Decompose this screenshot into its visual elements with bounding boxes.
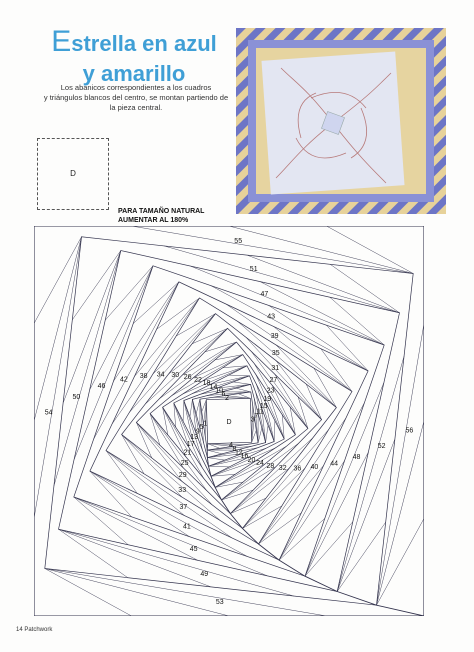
diagram-fan-line (192, 328, 228, 343)
diagram-fan-line (59, 529, 294, 596)
enlarge-note (118, 207, 204, 225)
diagram-fan-line (279, 461, 345, 560)
center-template-label: D (70, 169, 76, 178)
diagram-piece-number: 26 (183, 374, 192, 382)
diagram-fan-line (150, 414, 207, 491)
diagram-fan-line (274, 421, 275, 442)
diagram-fan-line (215, 464, 265, 487)
note-line-2: AUMENTAR AL 180% (118, 217, 189, 224)
diagram-fan-line (229, 375, 250, 376)
diagram-fan-line (90, 471, 189, 536)
diagram-piece-number: 10 (215, 387, 223, 395)
diagram-piece-number: 23 (266, 387, 275, 395)
diagram-piece-number: 16 (240, 453, 249, 461)
diagram-fan-line (90, 266, 153, 390)
diagram-fan-line (136, 422, 151, 458)
diagram-fan-line (337, 522, 386, 591)
diagram-piece-number: 13 (190, 434, 199, 441)
diagram-fan-line (34, 237, 82, 519)
diagram-fan-line (157, 298, 200, 329)
diagram-piece-number: 15 (259, 403, 268, 410)
diagram-piece-number: 12 (235, 449, 243, 457)
diagram-piece-number: 34 (156, 371, 165, 379)
diagram-piece-number: 51 (249, 265, 258, 273)
intro-line-1: Los abanicos correspondientes a los cuadros (60, 83, 212, 92)
diagram-piece-number: 31 (271, 364, 280, 372)
diagram-fan-line (132, 226, 414, 274)
diagram-piece-number: 37 (179, 503, 188, 511)
diagram-piece-number: 8 (232, 445, 237, 453)
diagram-piece-number: 50 (72, 393, 81, 401)
diagram-fan-line (260, 282, 384, 345)
diagram-piece-number: 19 (263, 396, 272, 403)
diagram-piece-number: 53 (215, 598, 224, 606)
diagram-fan-line (306, 384, 321, 420)
diagram-fan-line (233, 382, 251, 385)
diagram-piece-number: 39 (270, 333, 279, 341)
diagram-fan-line (230, 498, 266, 513)
diagram-fan-line (207, 458, 225, 461)
diagram-piece-number: 52 (377, 443, 386, 451)
diagram-piece-number: 1 (203, 420, 208, 428)
diagram-piece-number: 33 (178, 486, 187, 494)
diagram-piece-number: 38 (139, 372, 148, 380)
diagram-piece-number: 3 (250, 416, 255, 424)
diagram-fan-line (330, 264, 399, 313)
diagram-piece-number: 5 (199, 424, 204, 431)
diagram-center-label: D (226, 419, 232, 426)
diagram-fan-line (106, 451, 185, 516)
diagram-piece-number: 40 (310, 464, 319, 472)
diagram-fan-line (72, 251, 121, 320)
diagram-fan-line (190, 399, 193, 417)
intro-line-3: la pieza central. (109, 103, 163, 112)
diagram-fan-line (106, 451, 137, 494)
diagram-piece-number: 41 (183, 523, 191, 531)
diagram-fan-line (251, 351, 308, 428)
center-template (37, 138, 109, 210)
diagram-piece-number: 21 (183, 449, 192, 457)
diagram-piece-number: 20 (247, 456, 256, 464)
diagram-piece-number: 55 (234, 238, 243, 246)
diagram-fan-line (272, 385, 295, 435)
page-footer: 14 Patchwork (16, 627, 53, 633)
diagram-fan-line (45, 569, 327, 617)
diagram-fan-line (259, 513, 302, 544)
title-line-2: y amarillo (82, 61, 186, 86)
diagram-piece-number: 36 (293, 465, 302, 473)
diagram-fan-line (236, 388, 251, 392)
diagram-piece-number: 44 (330, 460, 338, 468)
diagram-fan-line (337, 356, 404, 591)
diagram-piece-number: 9 (196, 428, 200, 436)
diagram-piece-number: 35 (271, 350, 280, 358)
diagram-fan-line (196, 399, 200, 414)
diagram-fan-line (59, 529, 128, 578)
diagram-fan-line (163, 407, 186, 457)
diagram-piece-number: 30 (171, 372, 180, 380)
diagram-piece-number: 43 (267, 313, 275, 321)
diagram-fan-line (259, 466, 324, 545)
diagram-piece-number: 2 (224, 394, 229, 402)
diagram-fan-line (269, 305, 369, 371)
diagram-piece-number: 49 (200, 571, 209, 579)
intro-line-2: y triángulos blancos del centro, se montan partiendo de (43, 93, 229, 102)
title-line-1: strella en azul (71, 31, 217, 56)
page-title (34, 25, 234, 90)
diagram-fan-line (321, 349, 352, 392)
diagram-piece-number: 45 (189, 546, 198, 553)
diagram-fan-line (113, 282, 178, 382)
diagram-fan-line (209, 466, 230, 467)
title-initial: E (51, 25, 72, 58)
diagram-fan-line (266, 425, 269, 443)
diagram-fan-line (164, 246, 399, 313)
diagram-piece-number: 29 (178, 472, 187, 480)
diagram-piece-number: 28 (266, 462, 275, 470)
diagram-piece-number: 14 (209, 383, 218, 391)
diagram-piece-number: 27 (269, 377, 278, 385)
note-line-1: PARA TAMAÑO NATURAL (118, 208, 205, 215)
diagram-piece-number: 18 (202, 380, 211, 388)
diagram-fan-line (258, 428, 262, 443)
diagram-fan-line (183, 401, 184, 422)
diagram-piece-number: 17 (186, 441, 195, 448)
diagram-piece-number: 42 (120, 376, 128, 384)
diagram-piece-number: 47 (260, 291, 269, 298)
diagram-piece-number: 11 (256, 408, 264, 416)
diagram-piece-number: 4 (229, 442, 234, 450)
diagram-piece-number: 6 (221, 391, 226, 399)
diagram-fan-line (377, 324, 425, 606)
diagram-piece-number: 22 (194, 376, 202, 384)
diagram-piece-number: 46 (97, 383, 106, 391)
diagram-piece-number: 48 (352, 453, 361, 461)
diagram-piece-number: 54 (44, 409, 53, 417)
diagram-piece-number: 56 (405, 427, 414, 435)
diagram-piece-number: 24 (256, 460, 264, 468)
diagram-piece-number: 32 (278, 464, 287, 472)
diagram-piece-number: 7 (254, 413, 259, 420)
quilt-photo (236, 28, 446, 214)
intro-text (22, 83, 250, 113)
diagram-fan-line (54, 251, 121, 486)
pattern-diagram (34, 226, 424, 616)
diagram-fan-line (193, 355, 243, 378)
diagram-piece-number: 25 (180, 459, 189, 467)
diagram-fan-line (207, 450, 222, 454)
